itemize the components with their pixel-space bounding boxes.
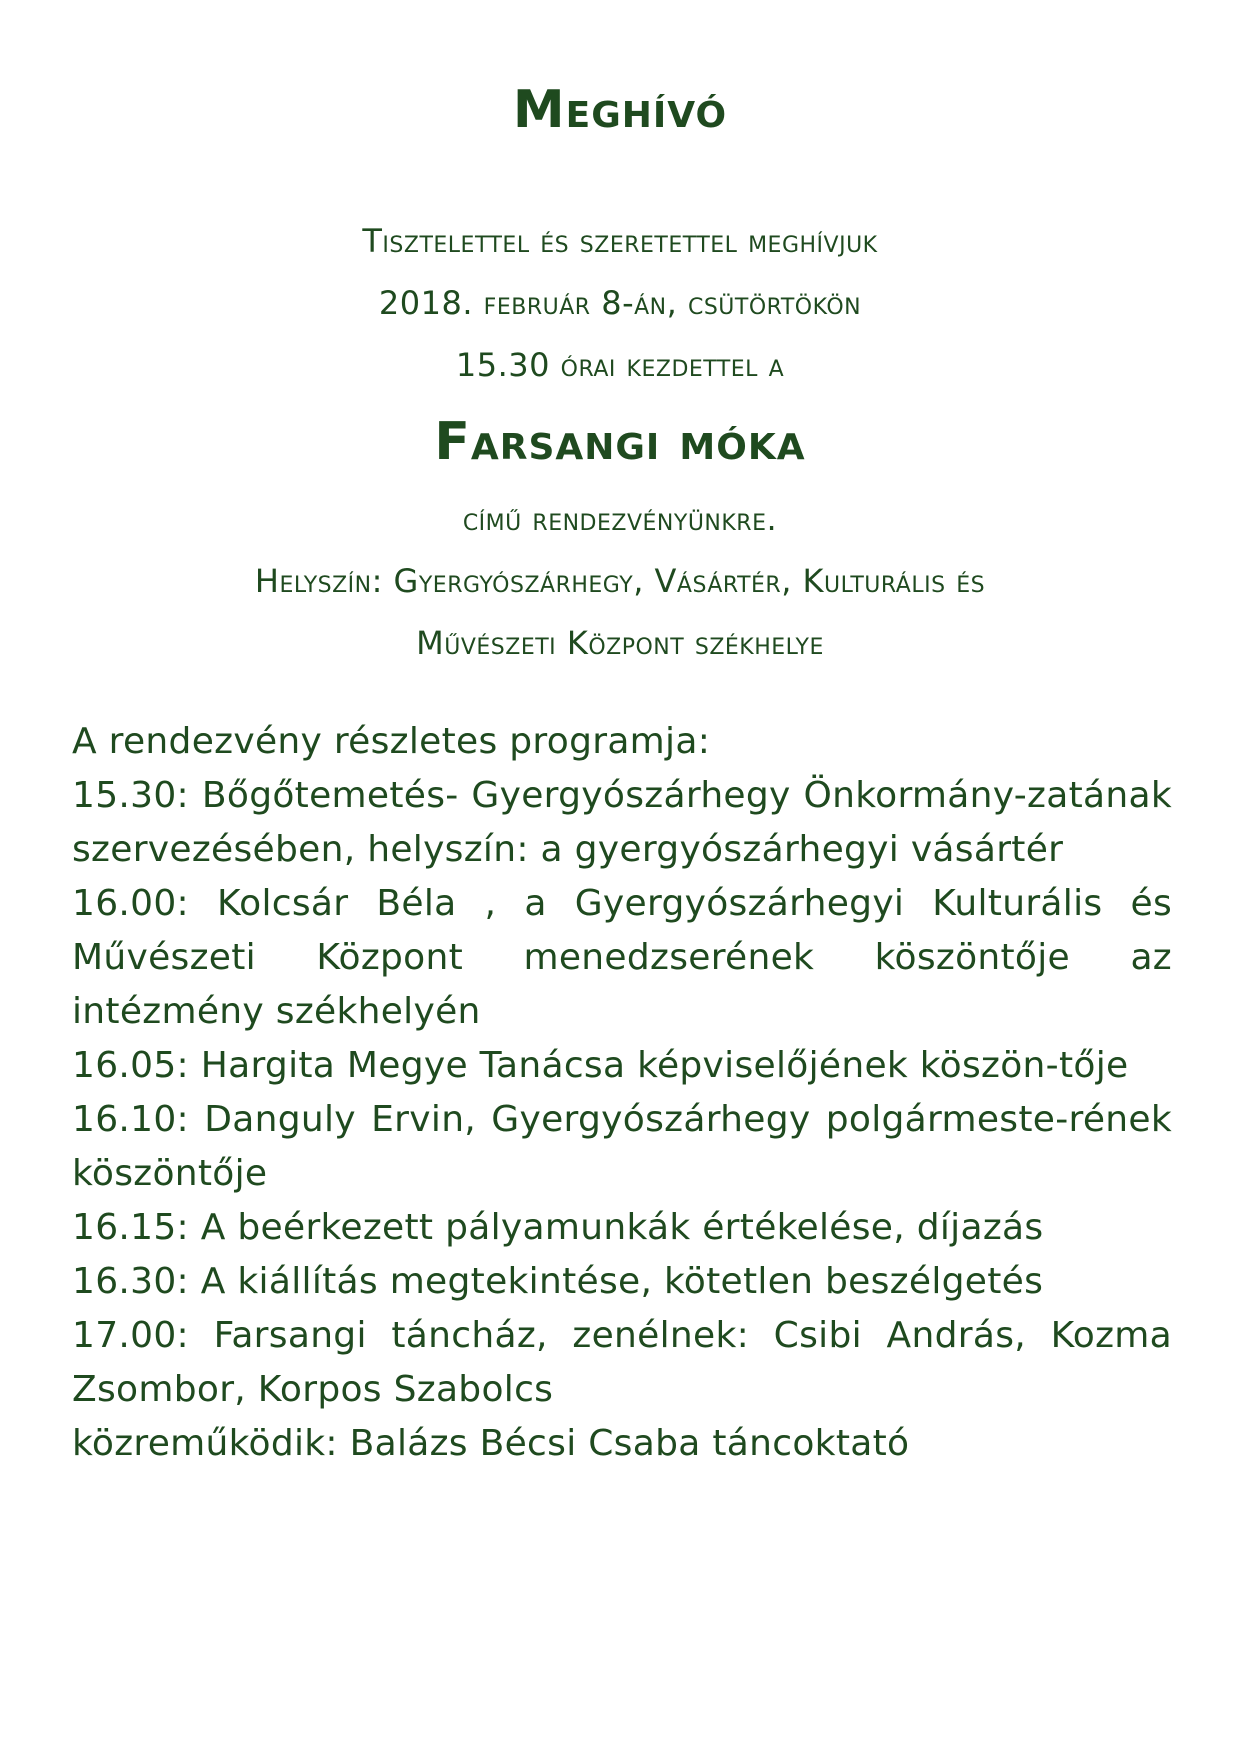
invitation-line-1: Tisztelettel és szeretettel meghívjuk bbox=[362, 222, 878, 260]
program-entry: 16.15: A beérkezett pályamunkák értékelése, díjazás bbox=[72, 1207, 1044, 1248]
program-entry: 15.30: Bőgőtemetés- Gyergyószárhegy Önkormány-zatának szervezésében, helyszín: a gyergyószárhegyi vásártér bbox=[72, 775, 1172, 870]
program-entry: közreműködik: Balázs Bécsi Csaba táncoktató bbox=[72, 1423, 910, 1464]
event-name: Farsangi móka bbox=[434, 412, 806, 472]
invitation-date: 2018. február 8-án, csütörtökön bbox=[378, 284, 862, 322]
program-heading: A rendezvény részletes programja: bbox=[72, 721, 711, 762]
location-line-2: Művészeti Központ székhelye bbox=[416, 624, 824, 662]
program-section bbox=[72, 715, 1172, 1471]
invitation-header bbox=[60, 210, 1180, 674]
program-entry: 16.10: Danguly Ervin, Gyergyószárhegy polgármeste-rének köszöntője bbox=[72, 1099, 1172, 1194]
invitation-time: 15.30 órai kezdettel a bbox=[455, 346, 785, 384]
page-title: Meghívó bbox=[512, 80, 728, 140]
invitation-line-4: című rendezvényünkre. bbox=[462, 500, 778, 538]
location-line-1: Helyszín: Gyergyószárhegy, Vásártér, Kulturális és bbox=[254, 562, 986, 600]
program-entry: 16.30: A kiállítás megtekintése, kötetlen beszélgetés bbox=[72, 1261, 1044, 1302]
program-entry: 16.05: Hargita Megye Tanácsa képviselőjének köszön-tője bbox=[72, 1045, 1129, 1086]
program-entry: 17.00: Farsangi táncház, zenélnek: Csibi András, Kozma Zsombor, Korpos Szabolcs bbox=[72, 1315, 1172, 1410]
program-entry: 16.00: Kolcsár Béla , a Gyergyószárhegyi Kulturális és Művészeti Központ menedzserének köszöntője az intézmény székhelyén bbox=[72, 883, 1172, 1032]
